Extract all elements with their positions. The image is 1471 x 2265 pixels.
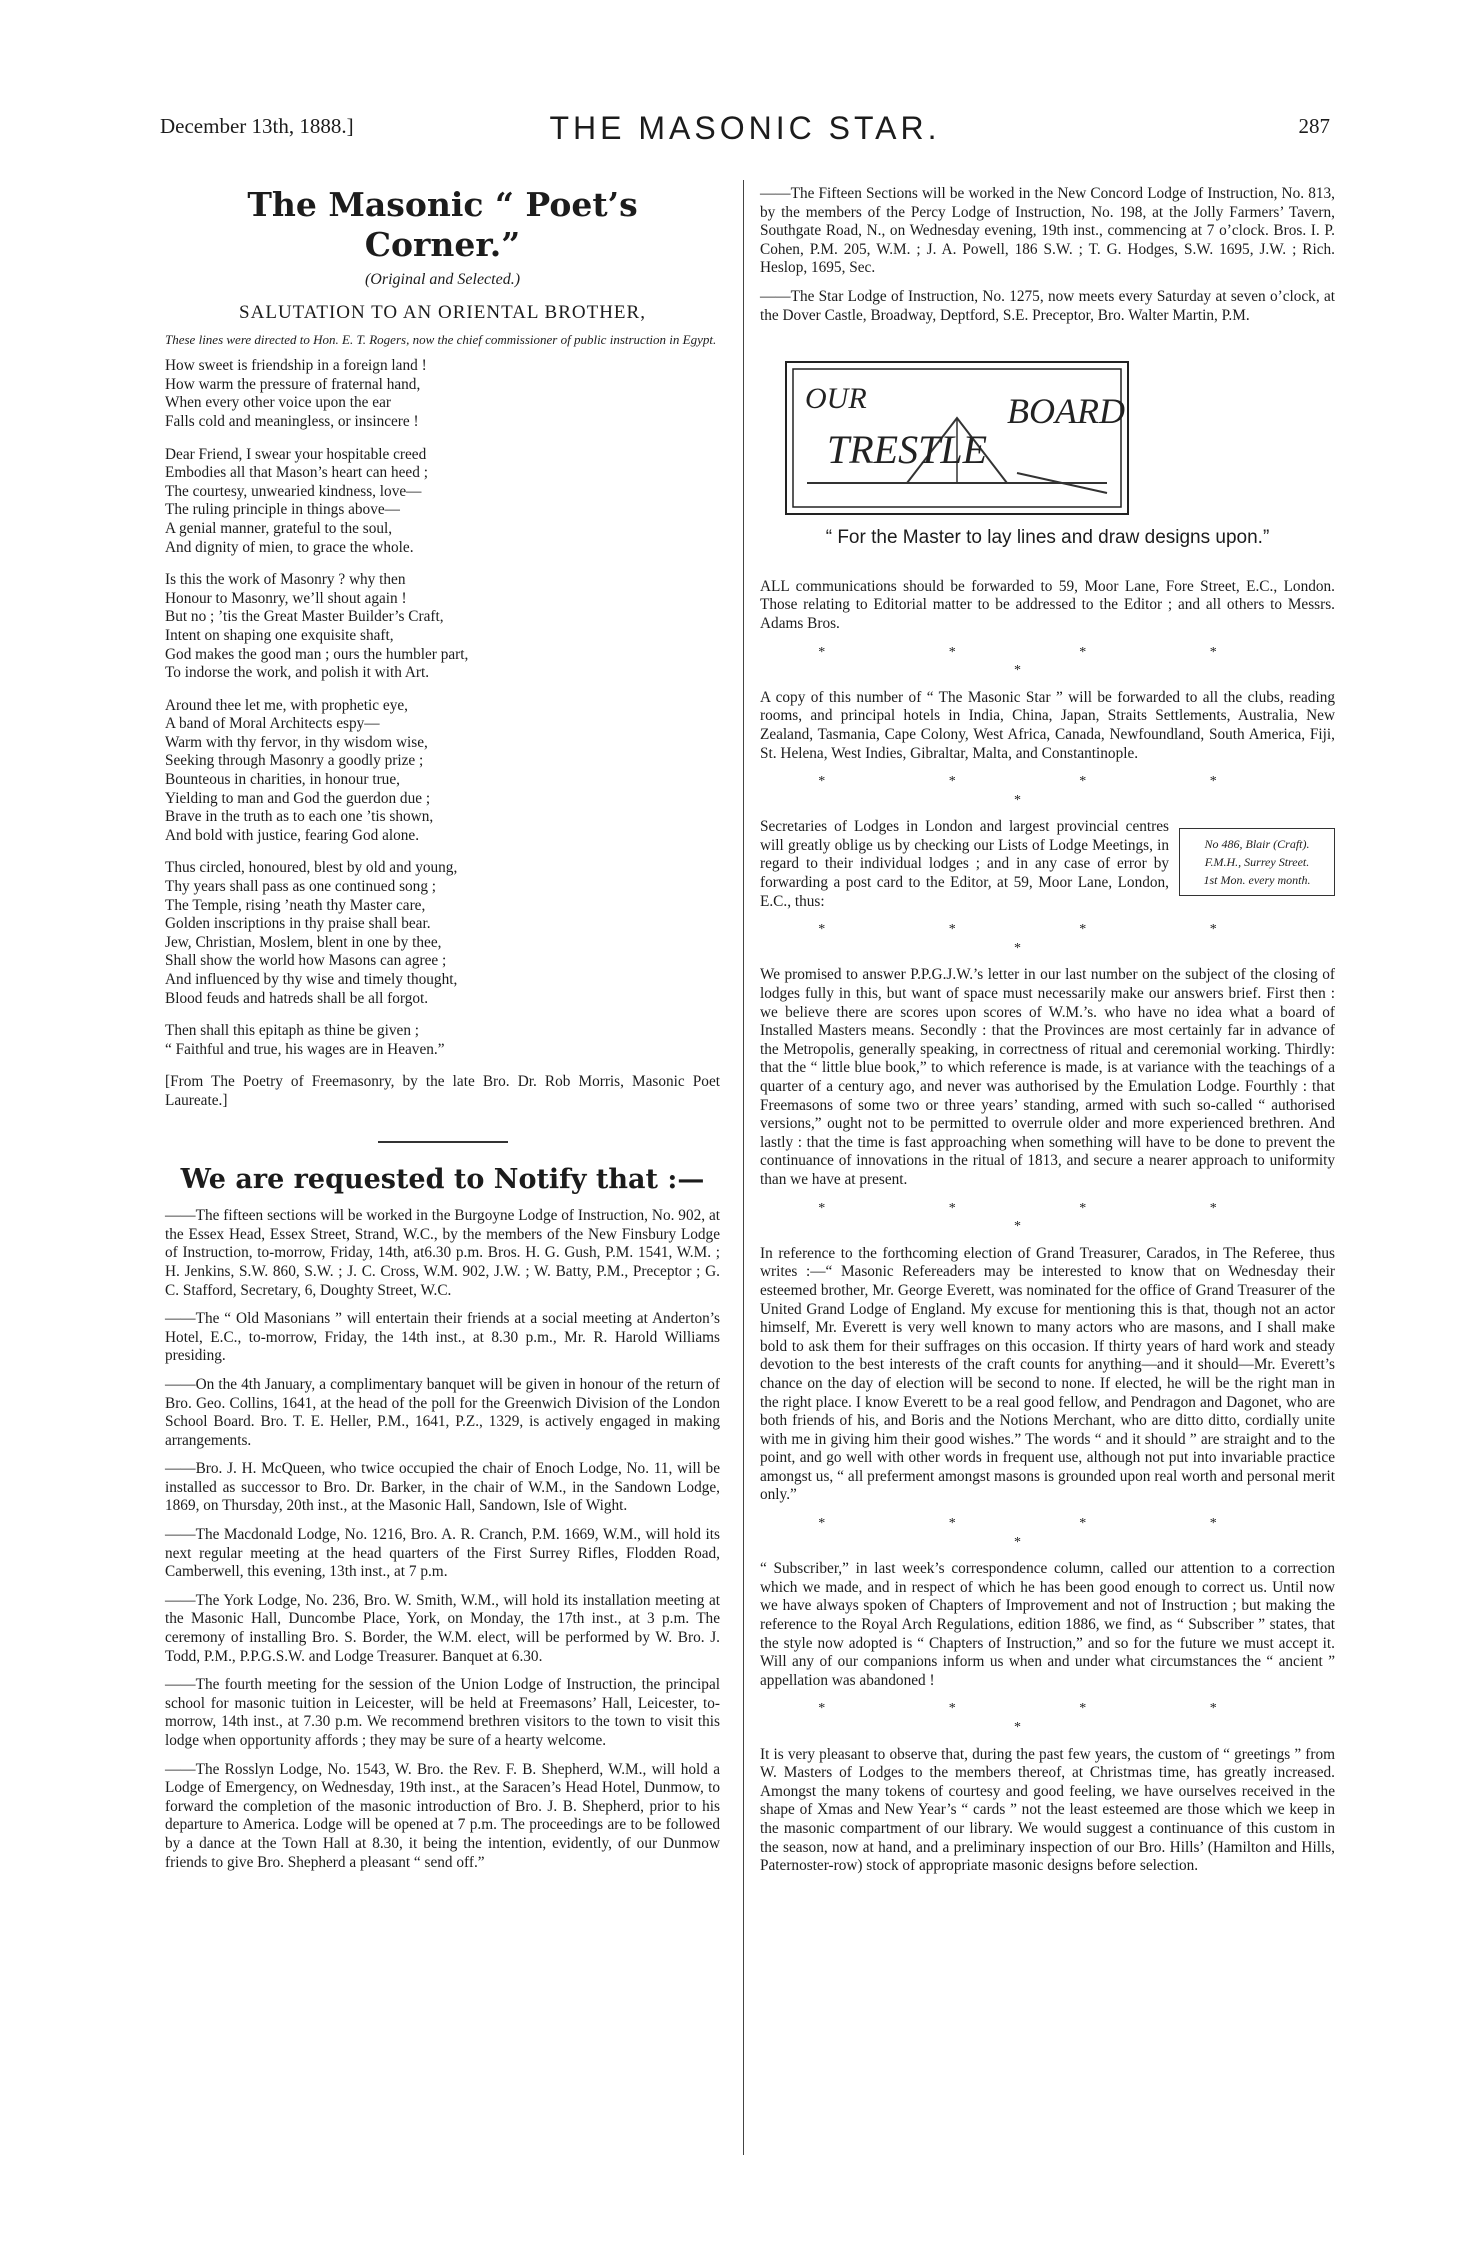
board-word-board: BOARD: [1007, 391, 1125, 432]
poem-line: Honour to Masonry, we’ll shout again !: [165, 589, 407, 607]
poem-stanza: [165, 697, 720, 846]
poem-line: Warm with thy fervor, in thy wisdom wise,: [165, 733, 428, 751]
christmas-greetings-article: It is very pleasant to observe that, during the past few years, the custom of “ greetings ” from W. Masters of Lodges to the members thereof, at Christmas time, has greatly increased. Amongst the many tokens of courtesy and good feeling, we have ourselves received in the shape of Xmas and New Year’s “ cards ” not the least esteemed are those which we keep in the masonic compartment of our library. We would suggest a continuance of this custom in the season, now at hand, and a preliminary inspection of our Bro. Hills’ (Hamilton and Hills, Paternoster-row) stock of appropriate masonic designs before selection.: [760, 1745, 1335, 1875]
poem-line: God makes the good man ; ours the humbler part,: [165, 645, 469, 663]
poem-line: Yielding to man and God the guerdon due ;: [165, 789, 431, 807]
poem-line: Brave in the truth as to each one ’tis shown,: [165, 808, 434, 826]
poem-line: And bold with justice, fearing God alone.: [165, 826, 420, 844]
page-number: 287: [1298, 114, 1330, 138]
section-stars: * * * * *: [818, 774, 1277, 808]
section-stars: * * * * *: [818, 1516, 1277, 1550]
poem-line: Jew, Christian, Moslem, blent in one by thee,: [165, 933, 442, 951]
requested-heading: We are requested to Notify that :—: [180, 1163, 705, 1195]
column-divider: [743, 180, 744, 2155]
section-rule: [378, 1141, 508, 1143]
poem-line: Is this the work of Masonry ? why then: [165, 571, 406, 589]
page-header: [160, 110, 1330, 150]
poem-note: These lines were directed to Hon. E. T. Rogers, now the chief commissioner of public instruction in Egypt.: [165, 332, 717, 348]
sample-line-lodge: No 486, Blair (Craft).: [1204, 837, 1310, 852]
poem-attribution: [From The Poetry of Freemasonry, by the late Bro. Dr. Rob Morris, Masonic Poet Laureate.]: [165, 1073, 720, 1109]
board-word-trestle: TRESTLE: [827, 427, 988, 473]
poem-title: SALUTATION TO AN ORIENTAL BROTHER,: [239, 301, 646, 323]
poem-line: Seeking through Masonry a goodly prize ;: [165, 752, 424, 770]
poem-line: Bounteous in charities, in honour true,: [165, 771, 400, 789]
poem-line: A band of Moral Architects espy—: [165, 715, 380, 733]
poem-line: To indorse the work, and polish it with Art.: [165, 664, 430, 682]
poem-line: “ Faithful and true, his wages are in Heaven.”: [165, 1040, 445, 1058]
poem-line: Intent on shaping one exquisite shaft,: [165, 626, 394, 644]
section-stars: * * * * *: [818, 644, 1277, 679]
section-stars: * * * * *: [818, 1701, 1277, 1735]
poem-line: When every other voice upon the ear: [165, 394, 391, 412]
poem-line: Dear Friend, I swear your hospitable creed: [165, 445, 427, 463]
grand-treasurer-article: In reference to the forthcoming election of Grand Treasurer, Carados, in The Referee, thus writes :—“ Masonic Refereaders may be interested to know that on Wednesday their esteemed brother, Mr. George Everett, was nominated for the office of Grand Treasurer of the United Grand Lodge of England. My excuse for mentioning this is that, though not an actor himself, Mr. Everett is very well known to many actors who are masons, and I shall make bold to ask them for their suffrages on this occasion. If thirty years of hard work and steady devotion to the best interests of the craft counts for anything—and it should—Mr. Everett’s chance on the day of election will be second to none. If elected, he will be the right man in the right place. I know Everett to be a real good fellow, and Pendragon and Dagonet, who are both friends of his, and Boris and the Notions Merchant, who are ditto ditto, cordially unite with me in giving him their good wishes.” The words “ and it should ” are straight and to the point, and go well with other words in frequent use, although not put into invariable practice amongst us, “ all preferment amongst masons is grounded upon real worth and personal merit only.”: [760, 1244, 1335, 1504]
ppgjw-reply: We promised to answer P.P.G.J.W.’s letter in our last number on the subject of the closing of lodges fully in this, but want of space must necessarily make our answers brief. First then : we believe there are scores upon scores of W.M.’s. who have no idea what a board of Installed Masters means. Secondly : that the Provinces are most certainly far in advance of the Metropolis, generally speaking, in correctness of ritual and ceremonial working. Thirdly: that the “ little blue book,” to which reference is made, is at variance with the teachings of a quarter of a century ago, and never was authorised by the Emulation Lodge. Fourthly : that Freemasons of some two or three years’ standing, armed with such so-called “ authorised versions,” ought not to be permitted to overrule older and more experienced brethren. And lastly : that the time is fast approaching when something will have to be done to prevent the continuance of innovations in the ritual of 1813, and secure a nearer approach to uniformity than we have at present.: [760, 966, 1335, 1188]
poem-stanza: [165, 446, 720, 558]
communications-notice: ALL communications should be forwarded to 59, Moor Lane, Fore Street, E.C., London. Those relating to Editorial matter to be addressed to the Editor ; and all others to Messrs. Adams Bros.: [760, 577, 1335, 632]
notice-star-lodge: ——The Star Lodge of Instruction, No. 1275, now meets every Saturday at seven o’clock, at the Dover Castle, Broadway, Deptford, S.E. Preceptor, Bro. Walter Martin, P.M.: [760, 287, 1335, 324]
board-word-our: OUR: [805, 382, 867, 416]
notice-union-lodge: ——The fourth meeting for the session of the Union Lodge of Instruction, the principal school for masonic tuition in Leicester, will be held at Freemasons’ Hall, Leicester, to-morrow, 14th inst., at 7.30 p.m. We recommend brethren visitors to the town to visit this lodge when opportunity affords ; they may be sure of a hearty welcome.: [165, 1676, 720, 1749]
poem-line: How warm the pressure of fraternal hand,: [165, 375, 421, 393]
secretaries-notice: Secretaries of Lodges in London and largest provincial centres will greatly oblige us by checking our Lists of Lodge Meetings, in regard to their individual lodges ; and in any case of error by forwarding a post card to the Editor, at 59, Moor Lane, London, E.C., thus:: [760, 818, 1169, 910]
poem-line: And influenced by thy wise and timely thought,: [165, 971, 458, 988]
poem-line: Embodies all that Mason’s heart can heed ;: [165, 464, 428, 482]
poem-line: A genial manner, grateful to the soul,: [165, 519, 393, 537]
poem-line: The ruling principle in things above—: [165, 501, 400, 519]
copy-distribution-notice: A copy of this number of “ The Masonic Star ” will be forwarded to all the clubs, reading rooms, and principal hotels in India, China, Japan, Straits Settlements, Australia, New Zealand, Tasmania, Cape Colony, West Africa, Canada, Newfoundland, South America, Fiji, St. Helena, West Indies, Gibraltar, Malta, and Constantinople.: [760, 688, 1335, 762]
notice-new-concord: ——The Fifteen Sections will be worked in the New Concord Lodge of Instruction, No. 813, by the members of the Percy Lodge of Instruction, No. 198, at the Jolly Farmers’ Tavern, Southgate Road, N., on Wednesday evening, 19th inst., commencing at 7 o’clock. Bros. I. P. Cohen, P.M. 205, W.M. ; J. A. Powell, 186 S.W. ; T. G. Hodges, S.W. 1695, J.W. ; Rich. Heslop, 1695, Sec.: [760, 185, 1335, 277]
poem-line: Thy years shall pass as one continued song ;: [165, 878, 437, 896]
notice-collins-banquet: ——On the 4th January, a complimentary banquet will be given in honour of the return of Bro. Geo. Collins, 1641, at the head of the poll for the Greenwich Division of the London School Board. Bro. T. E. Heller, P.M., 1641, P.Z., 1329, is actively engaged in making arrangements.: [165, 1375, 720, 1449]
poem-line: The Temple, rising ’neath thy Master care,: [165, 896, 426, 914]
poets-corner-subtitle: (Original and Selected.): [364, 271, 521, 288]
board-caption: “ For the Master to lay lines and draw designs upon.”: [825, 527, 1270, 549]
poem: [165, 357, 720, 1059]
poem-line: Golden inscriptions in thy praise shall bear.: [165, 915, 431, 933]
poem-line: And dignity of mien, to grace the whole.: [165, 538, 414, 556]
poets-corner-heading: The Masonic “ Poet’s Corner.”: [247, 185, 638, 264]
poem-line: Around thee let me, with prophetic eye,: [165, 696, 408, 714]
notice-york-lodge: ——The York Lodge, No. 236, Bro. W. Smith, W.M., will hold its installation meeting at the Masonic Hall, Duncombe Place, York, on Monday, the 17th inst., at 3 p.m. The ceremony of installing Bro. S. Border, the W.M. elect, will be performed by W. Bro. J. Todd, P.M., P.P.G.S.W. and Lodge Treasurer. Banquet at 6.30.: [165, 1591, 720, 1665]
poem-line: The courtesy, unwearied kindness, love—: [165, 482, 422, 500]
sample-listing-box: [1179, 828, 1335, 896]
poem-line: Thus circled, honoured, blest by old and young,: [165, 859, 458, 877]
notice-burgoyne: ——The fifteen sections will be worked in the Burgoyne Lodge of Instruction, No. 902, at the Essex Head, Essex Street, Strand, W.C., by the members of the New Finsbury Lodge of Instruction, to-morrow, Friday, 14th, at6.30 p.m. Bros. H. G. Gush, P.M. 1541, W.M. ; H. Jenkins, S.W. 860, S.W. ; J. C. Cross, W.M. 902, J.W. ; W. Batty, P.M., Preceptor ; G. C. Stafford, Secretary, 6, Doughty Street, W.C.: [165, 1207, 720, 1299]
poem-line: Falls cold and meaningless, or insincere !: [165, 412, 419, 430]
poem-stanza: [165, 357, 720, 431]
notice-old-masonians: ——The “ Old Masonians ” will entertain their friends at a social meeting at Anderton’s Hotel, E.C., to-morrow, Friday, the 14th inst., at 8.30 p.m., Mr. R. Harold Williams presiding.: [165, 1310, 720, 1365]
poem-stanza: [165, 859, 720, 1008]
poem-line: Then shall this epitaph as thine be given ;: [165, 1022, 420, 1040]
poem-stanza: [165, 1022, 720, 1059]
trestle-board-illustration: [785, 361, 1129, 515]
poem-stanza: [165, 571, 720, 683]
notice-rosslyn-lodge: ——The Rosslyn Lodge, No. 1543, W. Bro. the Rev. F. B. Shepherd, W.M., will hold a Lodge of Emergency, on Wednesday, 19th inst., at the Saracen’s Head Hotel, Dunmow, to forward the completion of the masonic introduction of Bro. J. B. Shepherd, prior to his departure to America. Lodge will be opened at 7 p.m. The proceedings are to be followed by a dance at the Town Hall at 8.30, it being the intention, evidently, of our Dunmow friends to give Bro. Shepherd a pleasant “ send off.”: [165, 1760, 720, 1871]
left-column: [165, 185, 720, 1882]
notice-macdonald-lodge: ——The Macdonald Lodge, No. 1216, Bro. A. R. Cranch, P.M. 1669, W.M., will hold its next regular meeting at the head quarters of the First Surrey Rifles, Flodden Road, Camberwell, this evening, 13th inst., at 7 p.m.: [165, 1526, 720, 1581]
subscriber-correction: “ Subscriber,” in last week’s correspondence column, called our attention to a correction which we made, and in respect of which he has been good enough to correct us. Until now we have always spoken of Chapters of Improvement and not of Instruction ; but making the reference to the Royal Arch Regulations, edition 1886, we find, as “ Subscriber ” states, that the style now adopted is “ Chapters of Instruction,” and so for the future we must accept it. Will any of our companions inform us when and under what circumstances the “ ancient ” appellation was abandoned !: [760, 1560, 1335, 1689]
section-stars: * * * * *: [818, 1200, 1277, 1235]
poem-line: Blood feuds and hatreds shall be all forgot.: [165, 989, 429, 1007]
sample-line-schedule: 1st Mon. every month.: [1203, 873, 1311, 888]
masthead-title: THE MASONIC STAR.: [549, 110, 941, 146]
section-stars: * * * * *: [818, 922, 1277, 956]
right-column: [760, 185, 1335, 1886]
poem-line: But no ; ’tis the Great Master Builder’s Craft,: [165, 608, 444, 626]
sample-line-place: F.M.H., Surrey Street.: [1204, 855, 1310, 870]
poem-line: Shall show the world how Masons can agree ;: [165, 952, 447, 970]
secretaries-notice-block: [760, 818, 1335, 911]
notice-sandown-lodge: ——Bro. J. H. McQueen, who twice occupied the chair of Enoch Lodge, No. 11, will be installed as successor to Bro. Dr. Barker, in the chair of W.M., in the Sandown Lodge, 1869, on Thursday, 20th inst., at the Masonic Hall, Sandown, Isle of Wight.: [165, 1460, 720, 1515]
issue-date: December 13th, 1888.]: [160, 114, 354, 138]
poem-line: How sweet is friendship in a foreign land !: [165, 357, 427, 375]
